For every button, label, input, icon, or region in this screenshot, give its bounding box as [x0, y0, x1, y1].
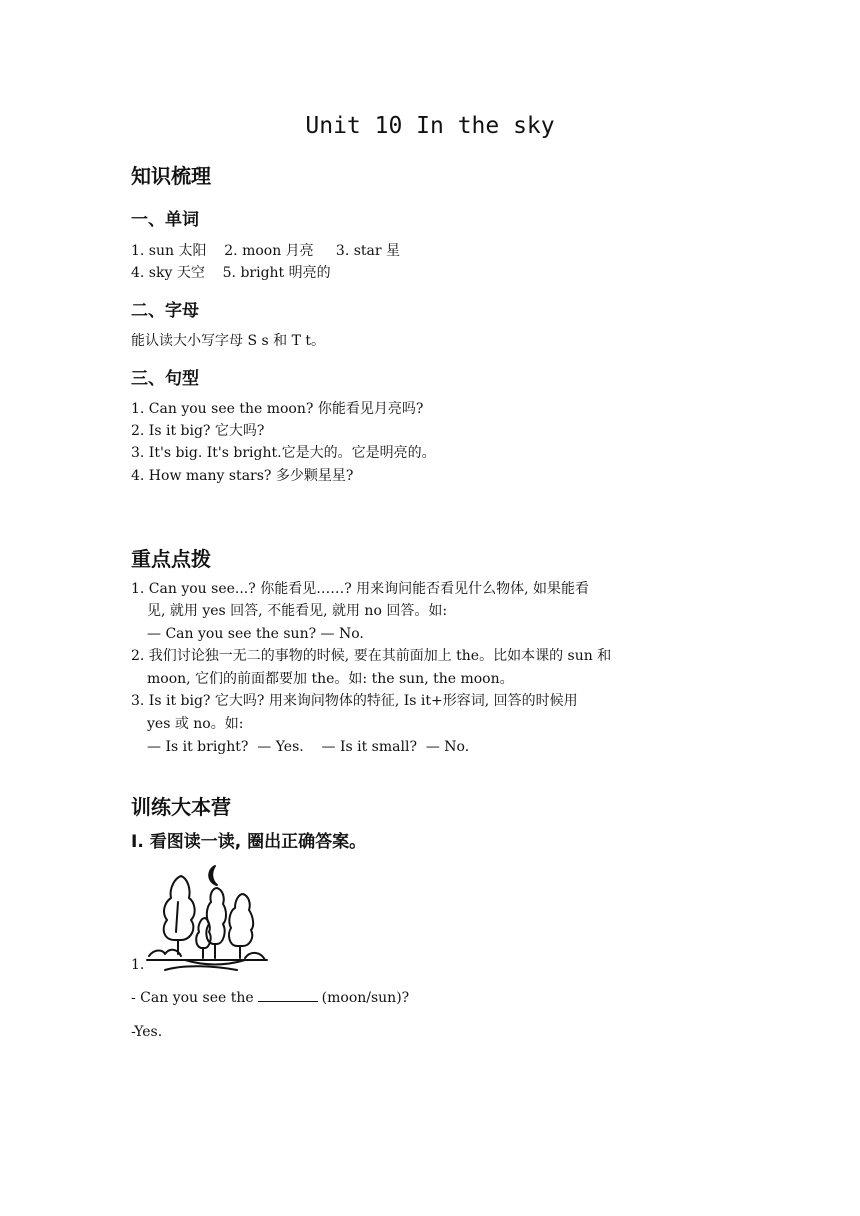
subheading-words: 一、单词 — [131, 210, 199, 230]
subheading-letters: 二、字母 — [131, 301, 199, 321]
sentence-item: 4. How many stars? 多少颗星星? — [131, 468, 354, 484]
key-point-line: 见, 就用 yes 回答, 不能看见, 就用 no 回答。如: — [147, 603, 448, 619]
letters-text: 能认读大小写字母 S s 和 T t。 — [131, 333, 325, 349]
part1-heading: Ⅰ. 看图读一读, 圈出正确答案。 — [131, 832, 367, 852]
question-options: (moon/sun)? — [321, 990, 410, 1006]
section-heading-practice: 训练大本营 — [131, 795, 231, 819]
words-line-2: 4. sky 天空 5. bright 明亮的 — [131, 265, 331, 281]
words-line-1: 1. sun 太阳 2. moon 月亮 3. star 星 — [131, 243, 401, 259]
question-line — [131, 987, 409, 1009]
subheading-sentences: 三、句型 — [131, 369, 199, 389]
key-point-line: — Is it bright? — Yes. — Is it small? — No. — [147, 739, 470, 755]
sentence-item: 1. Can you see the moon? 你能看见月亮吗? — [131, 401, 424, 417]
answer-blank[interactable] — [258, 987, 318, 1002]
section-heading-key-points: 重点点拨 — [131, 547, 211, 571]
section-heading-knowledge: 知识梳理 — [131, 164, 211, 188]
key-point-line: 2. 我们讨论独一无二的事物的时候, 要在其前面加上 the。比如本课的 sun 和 — [131, 648, 612, 664]
question-text: - Can you see the — [131, 990, 254, 1006]
key-point-line: — Can you see the sun? — No. — [147, 626, 364, 642]
night-trees-moon-illustration — [145, 862, 269, 972]
question-number: 1. — [131, 957, 145, 973]
sentence-item: 2. Is it big? 它大吗? — [131, 423, 265, 439]
key-point-line: moon, 它们的前面都要加 the。如: the sun, the moon。 — [147, 671, 514, 687]
key-point-line: 3. Is it big? 它大吗? 用来询问物体的特征, Is it+形容词, 回答的时候用 — [131, 693, 578, 709]
key-point-line: yes 或 no。如: — [147, 716, 244, 732]
answer-text: -Yes. — [131, 1024, 163, 1040]
key-point-line: 1. Can you see...? 你能看见……? 用来询问能否看见什么物体, 如果能看 — [131, 581, 590, 597]
page-title: Unit 10 In the sky — [305, 113, 555, 139]
sentence-item: 3. It's big. It's bright.它是大的。它是明亮的。 — [131, 445, 436, 461]
